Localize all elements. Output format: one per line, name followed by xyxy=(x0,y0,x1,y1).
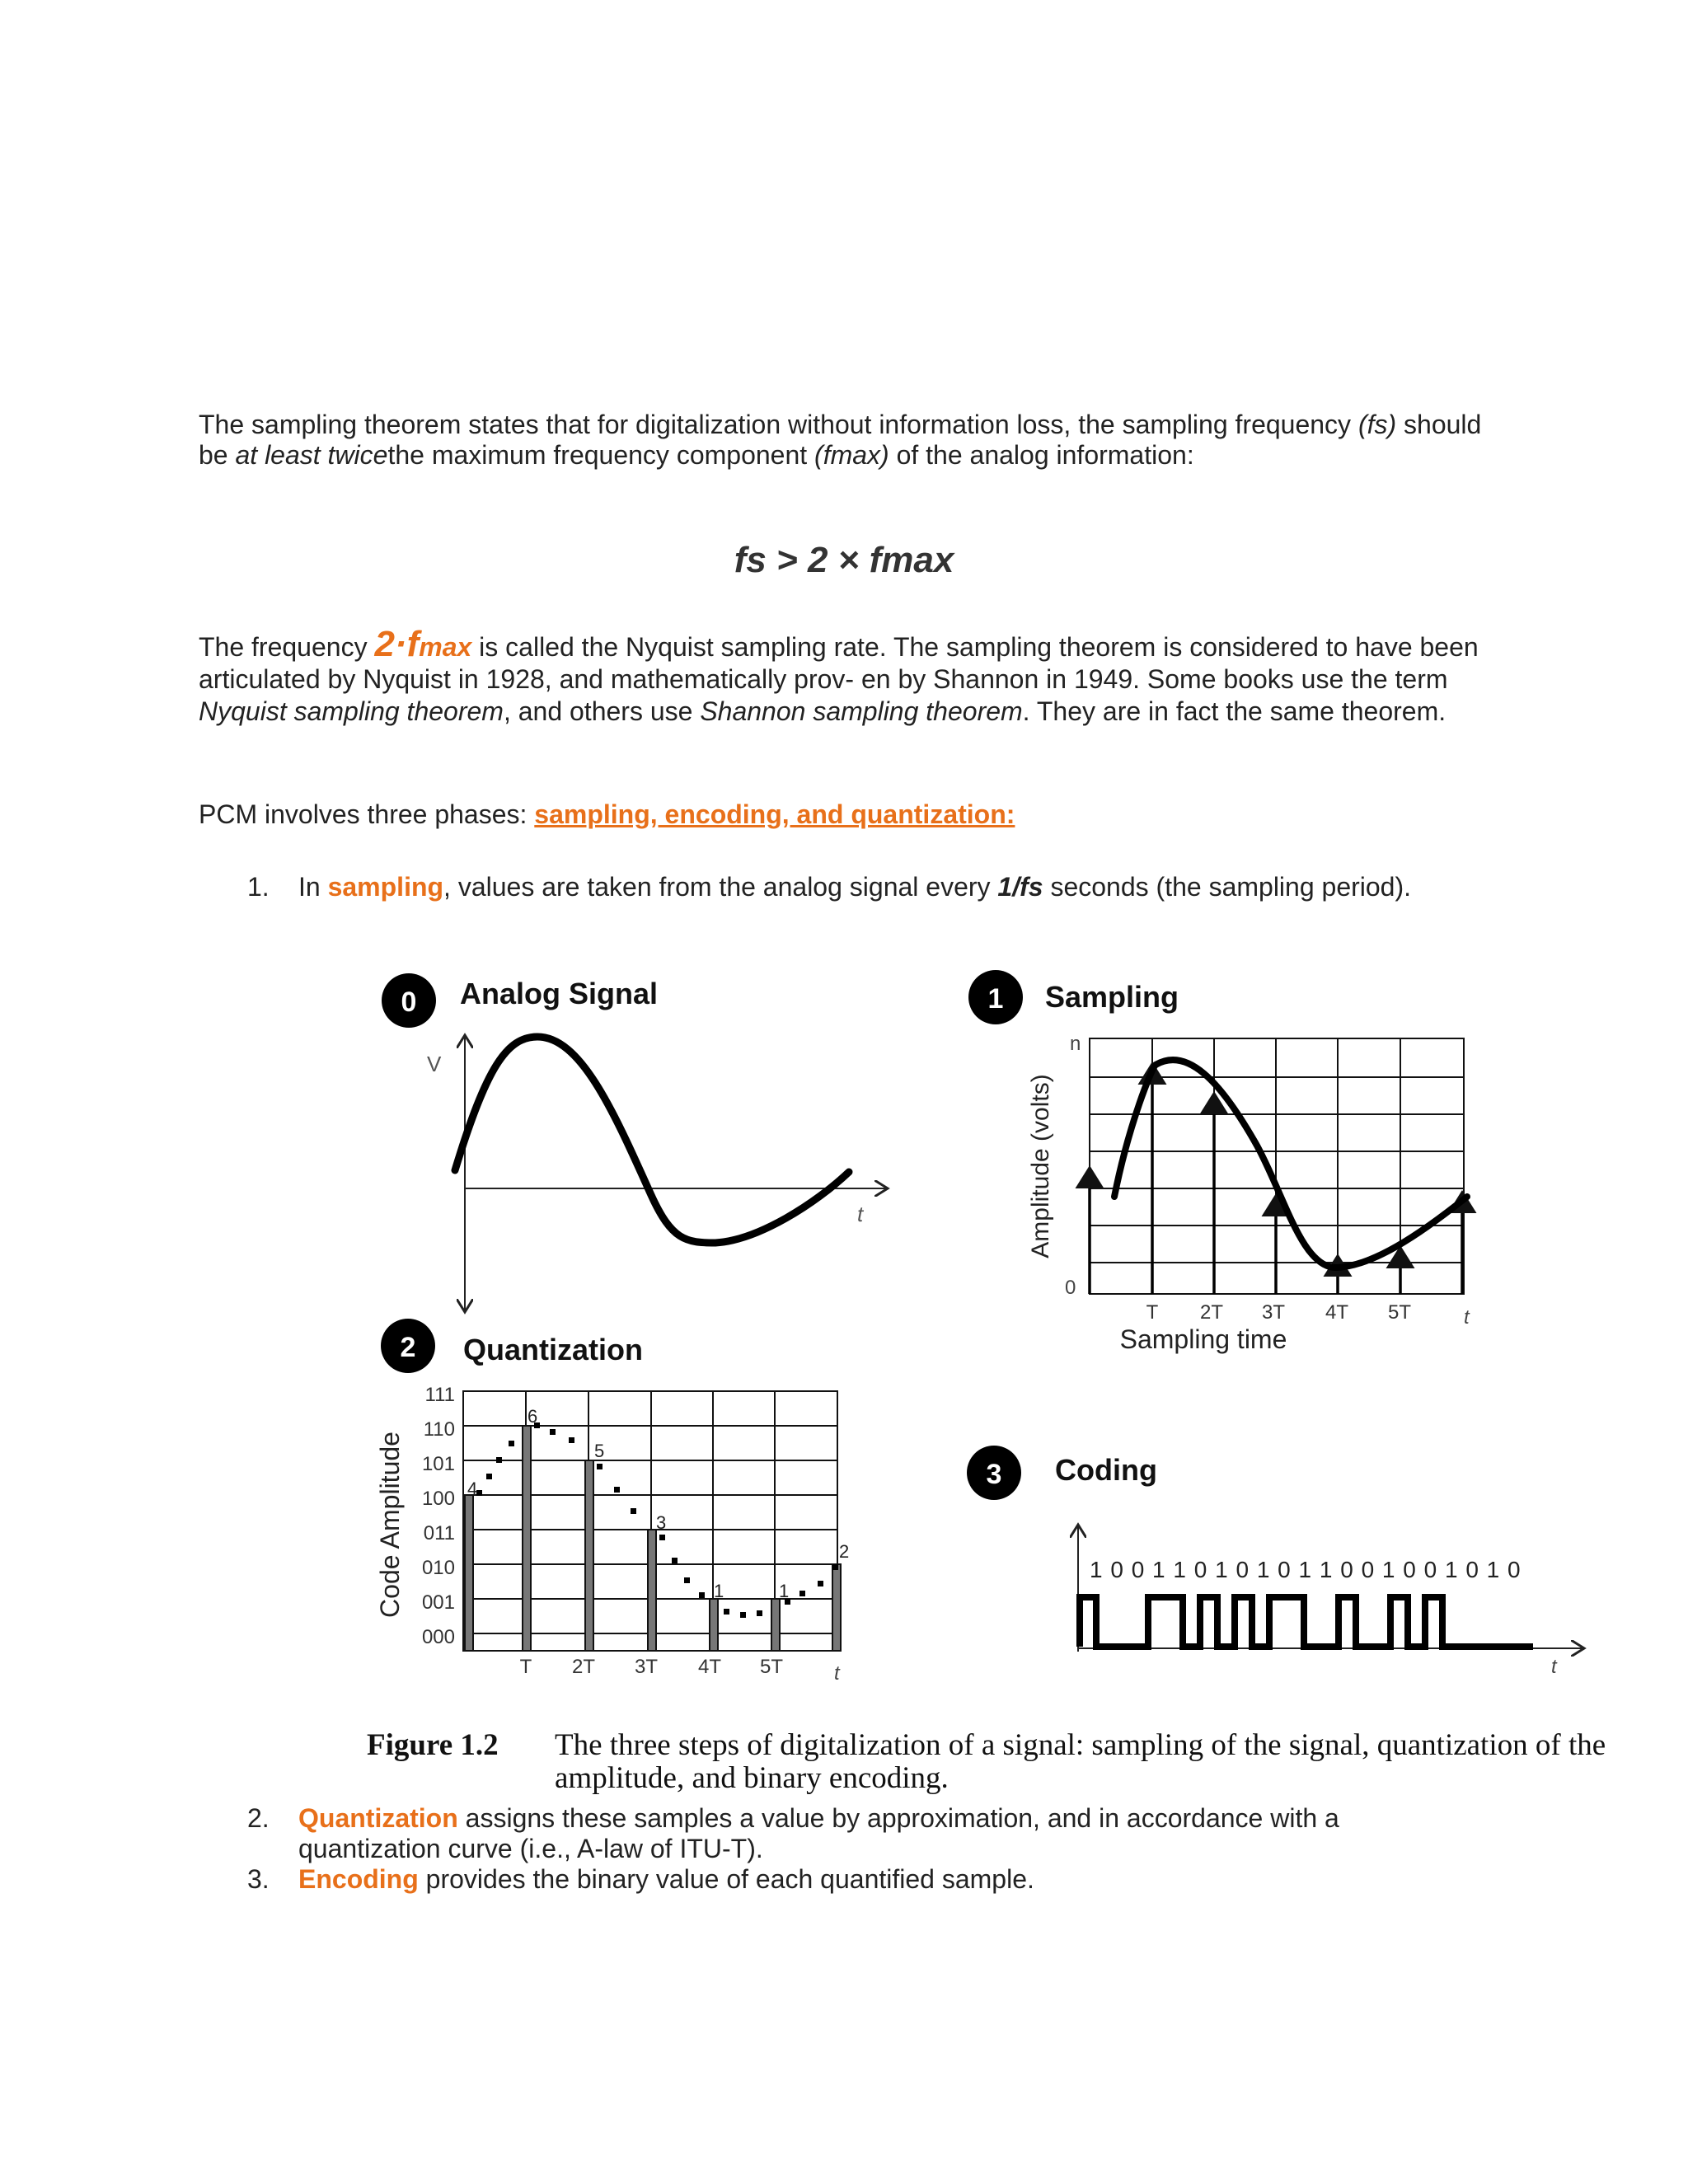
panel-title: Analog Signal xyxy=(460,977,659,1010)
sample-value: 6 xyxy=(528,1406,538,1427)
quantized-bar xyxy=(648,1530,656,1651)
intro-paragraph: The sampling theorem states that for digitalization without information loss, the sampling frequency (fs) should be at least twicethe maximum frequency component (fmax) of the analog information: xyxy=(199,410,1482,470)
badge-label: 0 xyxy=(401,987,417,1018)
panel-title: Sampling xyxy=(1045,980,1179,1014)
quantized-bar xyxy=(465,1495,473,1651)
zero-label: 0 xyxy=(1065,1277,1076,1299)
x-tick-label: 5T xyxy=(1387,1301,1412,1324)
quantized-bar xyxy=(710,1599,718,1651)
figure-label: Figure 1.2 xyxy=(367,1728,499,1762)
code-label: 110 xyxy=(423,1418,455,1441)
x-tick-label: 4T xyxy=(697,1656,722,1678)
code-label: 100 xyxy=(421,1488,455,1510)
sample-value: 2 xyxy=(839,1541,850,1562)
quantization-x-ticks xyxy=(520,1656,784,1678)
code-label: 001 xyxy=(421,1591,455,1614)
t-axis-label: t xyxy=(834,1662,840,1685)
sample-value: 1 xyxy=(714,1581,724,1601)
pcm-phases-link[interactable]: sampling, encoding, and quantization: xyxy=(534,799,1015,829)
quantized-bar xyxy=(771,1599,780,1651)
x-tick-label: 2T xyxy=(571,1656,596,1678)
nyquist-formula: fs > 2 × fmax xyxy=(734,540,954,580)
code-label: 101 xyxy=(421,1453,455,1475)
quantized-bars xyxy=(465,1426,841,1651)
nyquist-paragraph: The frequency 2·fmax is called the Nyquist sampling rate. The sampling theorem is considered to have been articulated by Nyquist in 1928, and mathematically prov- en by Shannon in 1949. Some books use the term Nyquist sampling theorem, and others use Shannon sampling theorem. They are in fact the same theorem. xyxy=(199,624,1479,726)
coding-panel xyxy=(967,1446,1582,1678)
panel-title: Quantization xyxy=(463,1333,643,1366)
quantized-bar xyxy=(585,1460,593,1651)
sample-value: 1 xyxy=(779,1581,790,1601)
x-tick-label: T xyxy=(519,1656,532,1678)
quantization-panel xyxy=(375,1319,849,1685)
t-axis-label: t xyxy=(1464,1306,1470,1329)
badge-label: 3 xyxy=(986,1459,1002,1490)
x-tick-label: 2T xyxy=(1199,1301,1224,1324)
sampling-panel xyxy=(968,970,1470,1354)
analog-wave xyxy=(455,1037,849,1243)
panel-title: Coding xyxy=(1055,1453,1157,1487)
y-axis-title: Code Amplitude xyxy=(375,1432,405,1618)
sampling-x-ticks xyxy=(1146,1301,1412,1324)
binary-waveform xyxy=(1080,1597,1533,1647)
code-label: 010 xyxy=(421,1557,455,1579)
n-label: n xyxy=(1070,1033,1081,1055)
t-axis-label: t xyxy=(857,1202,864,1226)
t-axis-label: t xyxy=(1551,1656,1557,1678)
v-axis-label: V xyxy=(427,1052,442,1076)
y-axis-title: Amplitude (volts) xyxy=(1027,1074,1054,1258)
binary-code: 1 0 0 1 1 0 1 0 1 0 1 1 0 0 1 0 0 1 0 1 0 xyxy=(1090,1557,1522,1582)
x-tick-label: 5T xyxy=(759,1656,784,1678)
analog-signal-panel xyxy=(382,973,886,1310)
code-label: 011 xyxy=(423,1522,455,1544)
caption-text: The three steps of digitalization of a signal: sampling of the signal, quantization of the amplitude, and binary encoding. xyxy=(555,1728,1606,1795)
code-label: 000 xyxy=(421,1626,455,1648)
x-tick-label: 3T xyxy=(634,1656,659,1678)
badge-label: 1 xyxy=(987,983,1004,1015)
sampled-wave xyxy=(1114,1060,1467,1268)
sample-value: 3 xyxy=(656,1512,667,1533)
x-tick-label: T xyxy=(1146,1301,1159,1324)
quantized-bar xyxy=(523,1426,531,1651)
code-label: 111 xyxy=(424,1384,455,1406)
nyquist-rate-term: 2·fmax xyxy=(374,624,472,664)
pcm-line: PCM involves three phases: sampling, encoding, and quantization: xyxy=(199,799,1015,829)
x-tick-label: 4T xyxy=(1325,1301,1349,1324)
badge-label: 2 xyxy=(400,1332,416,1363)
x-axis-title: Sampling time xyxy=(1119,1324,1287,1354)
x-tick-label: 3T xyxy=(1261,1301,1286,1324)
quantized-bar xyxy=(832,1564,841,1651)
sample-value: 5 xyxy=(594,1441,605,1461)
sample-value: 4 xyxy=(467,1479,478,1499)
code-labels xyxy=(422,1384,455,1648)
